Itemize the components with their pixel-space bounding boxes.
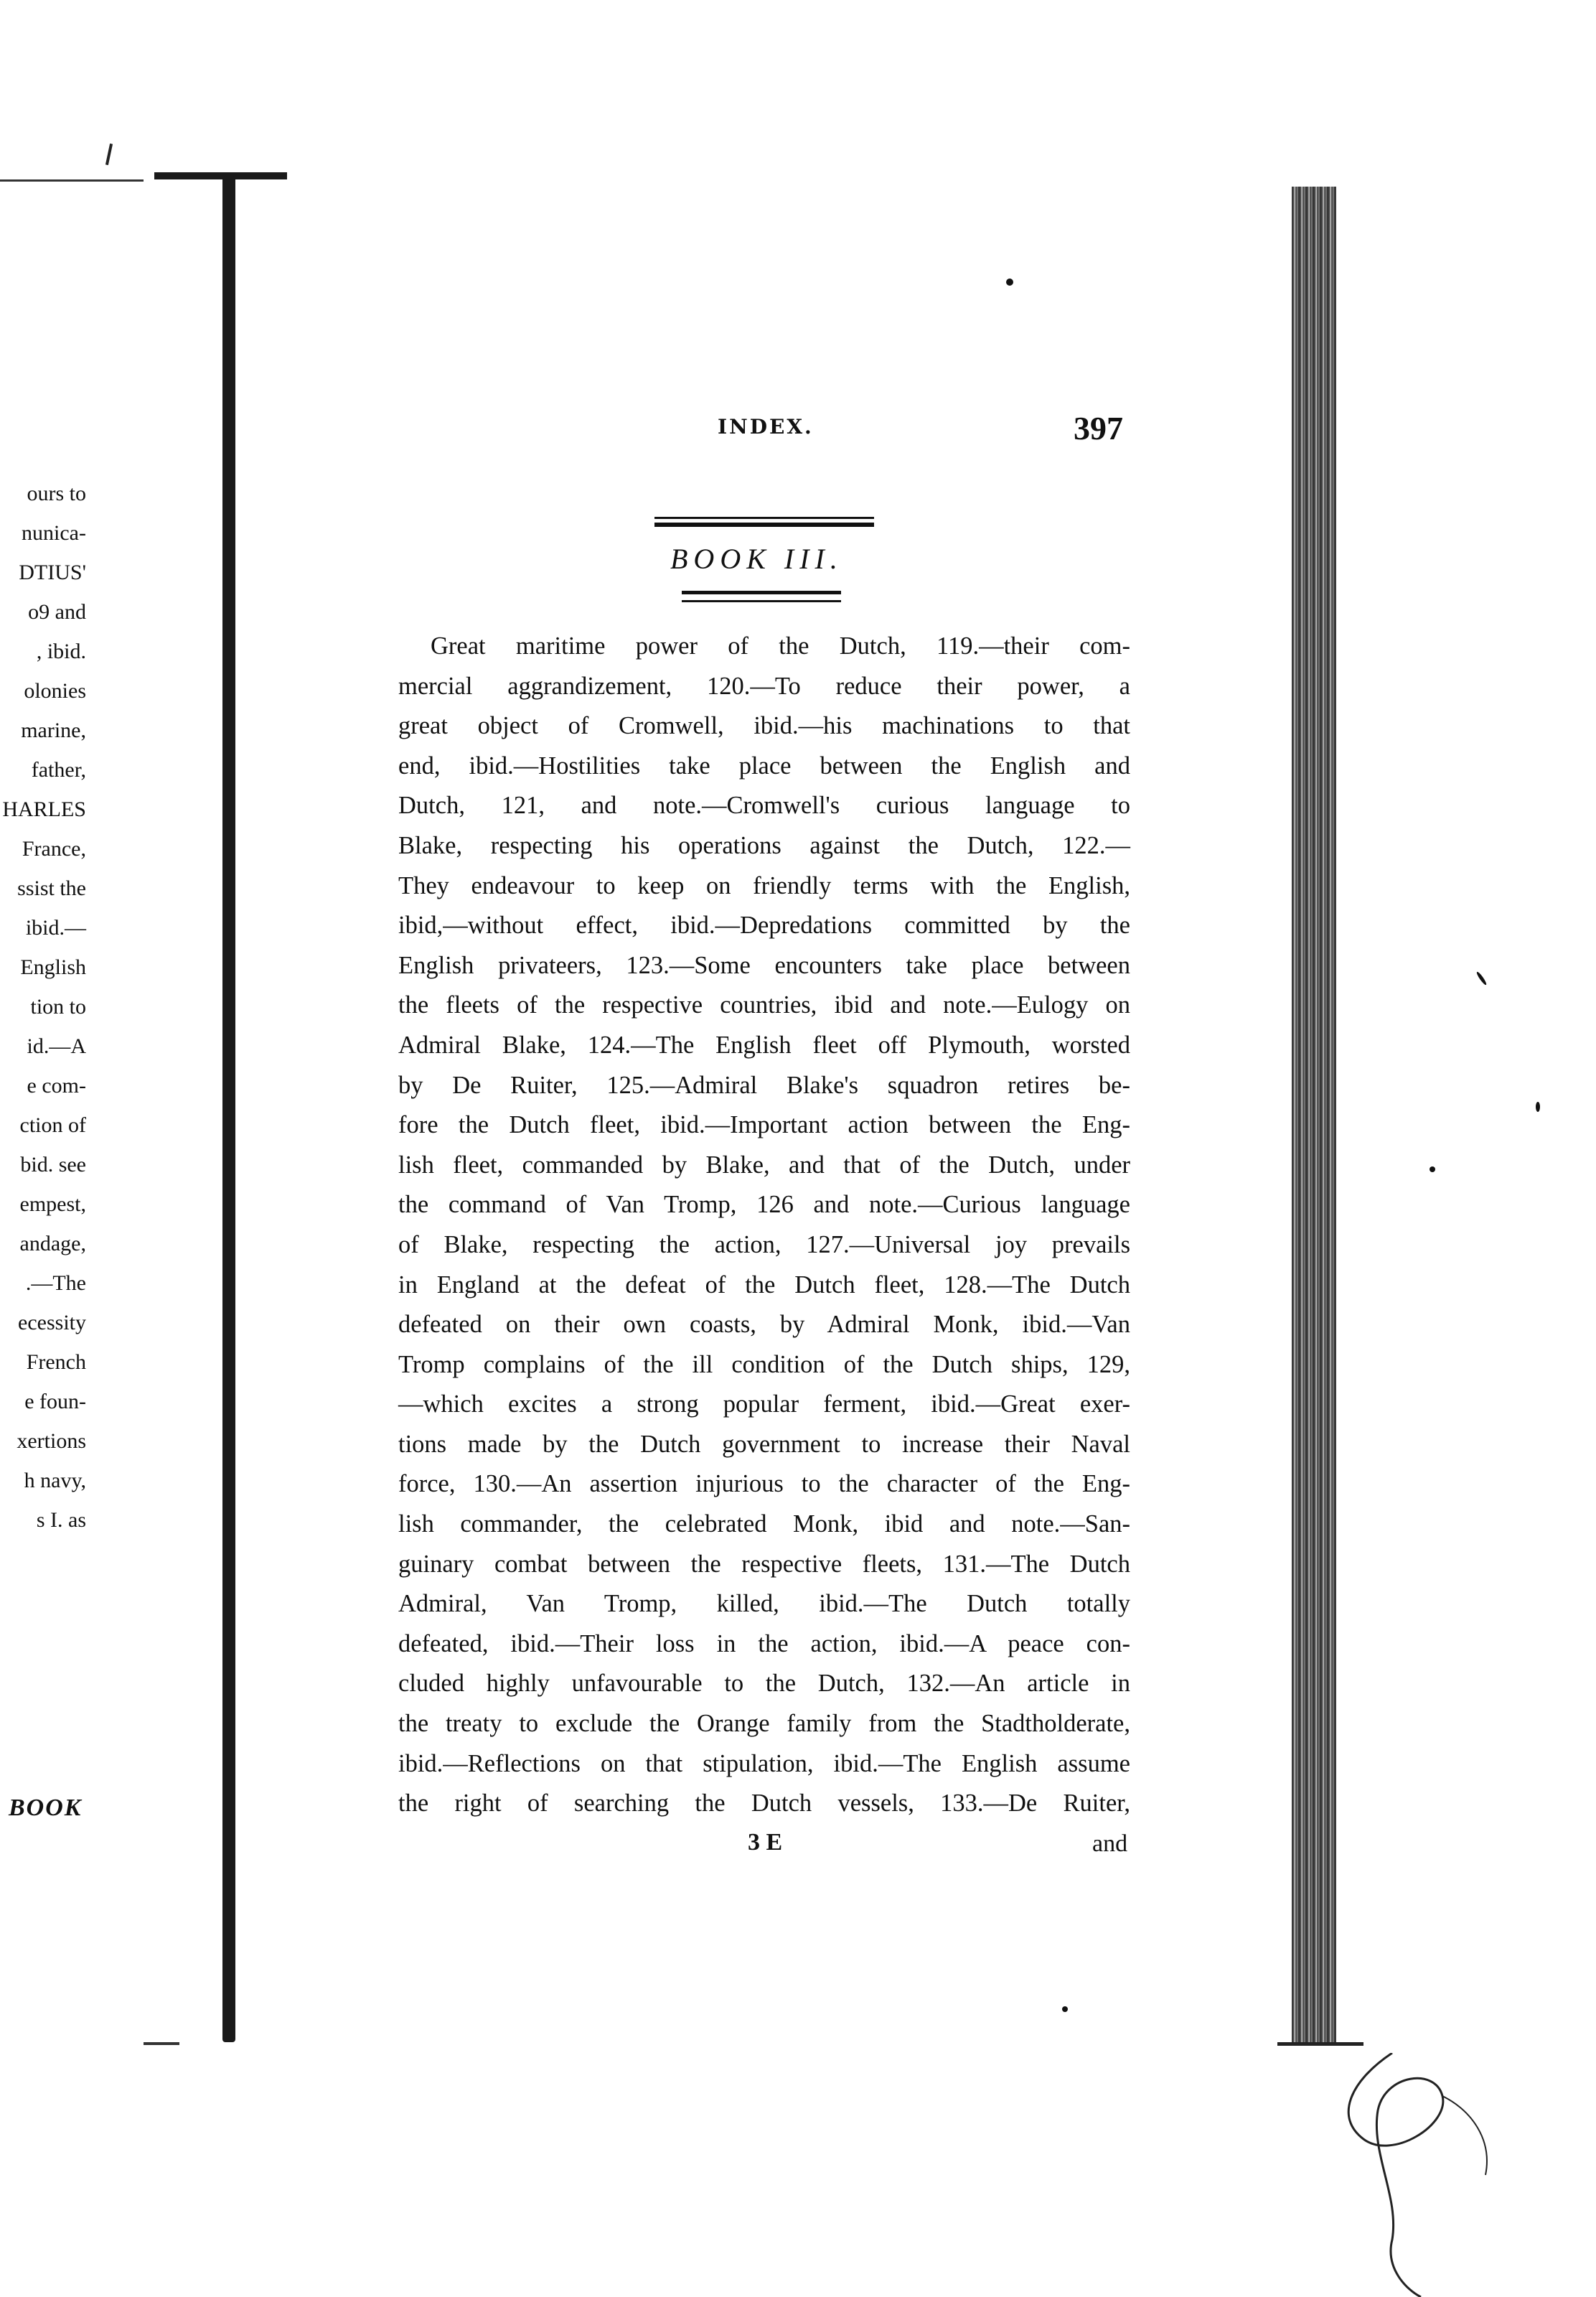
ink-speck — [1475, 971, 1488, 986]
left-fragment-line: xertions — [17, 1429, 86, 1453]
left-fragment-line: ibid.— — [25, 916, 86, 940]
left-fragment-line: marine, — [21, 719, 86, 742]
left-fragment-line: HARLES — [2, 797, 86, 821]
left-fragment-line: s I. as — [36, 1508, 86, 1532]
binding-foot — [144, 2042, 179, 2045]
left-fragment-line: e foun- — [24, 1390, 86, 1413]
index-body — [398, 627, 1130, 1824]
index-line: ibid,—without effect, ibid.—Depredations committed by the — [398, 912, 1130, 940]
left-fragment-line: English — [20, 955, 86, 979]
index-line: force, 130.—An assertion injurious to the character of the Eng- — [398, 1470, 1130, 1498]
left-page-catchword: BOOK — [9, 1795, 83, 1821]
index-line: Blake, respecting his operations against the Dutch, 122.— — [398, 831, 1130, 859]
index-line: end, ibid.—Hostilities take place between the English and — [398, 752, 1130, 780]
ink-speck — [1006, 279, 1013, 286]
left-fragment-line: olonies — [24, 679, 86, 703]
left-fragment-line: o9 and — [28, 600, 86, 624]
signature-mark: 3 E — [748, 1829, 783, 1856]
index-line: lish fleet, commanded by Blake, and that of the Dutch, under — [398, 1151, 1130, 1179]
index-line: tions made by the Dutch government to increase their Naval — [398, 1430, 1130, 1458]
index-line: Great maritime power of the Dutch, 119.—their com- — [431, 632, 1130, 660]
index-line: in England at the defeat of the Dutch fleet, 128.—The Dutch — [398, 1271, 1130, 1299]
left-fragment-line: France, — [22, 837, 86, 861]
left-fragment-line: .—The — [25, 1271, 86, 1295]
left-fragment-line: e com- — [27, 1074, 86, 1098]
page-number: 397 — [1074, 410, 1123, 446]
index-line: Admiral Blake, 124.—The English fleet off Plymouth, worsted — [398, 1031, 1130, 1059]
left-fragment-line: id.—A — [27, 1034, 86, 1058]
index-line: lish commander, the celebrated Monk, ibid and note.—San- — [398, 1510, 1130, 1538]
index-line: the treaty to exclude the Orange family from the Stadtholderate, — [398, 1710, 1130, 1738]
left-fragment-line: andage, — [19, 1232, 86, 1255]
left-fragment-line: h navy, — [24, 1469, 86, 1492]
left-fragment-line: French — [26, 1350, 86, 1374]
index-line: English privateers, 123.—Some encounters take place between — [398, 951, 1130, 979]
left-fragment-line: ours to — [27, 482, 86, 505]
running-head: INDEX. — [718, 415, 814, 439]
left-fragment-line: ction of — [19, 1113, 86, 1137]
left-fragment-line: ssist the — [17, 876, 86, 900]
left-fragment-line: empest, — [19, 1192, 86, 1216]
index-line: ibid.—Reflections on that stipulation, ibid.—The English assume — [398, 1749, 1130, 1777]
index-line: the command of Van Tromp, 126 and note.—Curious language — [398, 1191, 1130, 1219]
left-fragment-line: nunica- — [22, 521, 86, 545]
catchword: and — [1092, 1830, 1128, 1857]
index-line: great object of Cromwell, ibid.—his machinations to that — [398, 712, 1130, 740]
index-line: defeated, ibid.—Their loss in the action, ibid.—A peace con- — [398, 1629, 1130, 1657]
ink-speck — [1062, 2006, 1068, 2012]
page-bottom-edge — [1277, 2042, 1363, 2046]
heading-rule-top — [654, 517, 874, 527]
left-fragment-line: father, — [31, 758, 86, 782]
index-line: Dutch, 121, and note.—Cromwell's curious language to — [398, 792, 1130, 820]
index-line: the right of searching the Dutch vessels, 133.—De Ruiter, — [398, 1790, 1130, 1818]
left-page-rule — [0, 179, 144, 182]
index-line: of Blake, respecting the action, 127.—Universal joy prevails — [398, 1230, 1130, 1258]
ink-speck — [1536, 1102, 1540, 1112]
index-line: mercial aggrandizement, 120.—To reduce their power, a — [398, 672, 1130, 700]
index-line: Admiral, Van Tromp, killed, ibid.—The Dutch totally — [398, 1590, 1130, 1618]
index-line: fore the Dutch fleet, ibid.—Important action between the Eng- — [398, 1111, 1130, 1139]
index-line: —which excites a strong popular ferment, ibid.—Great exer- — [398, 1390, 1130, 1418]
binding-bar-top — [154, 172, 287, 179]
left-fragment-line: bid. see — [20, 1153, 86, 1176]
heading-rule-bottom — [682, 591, 841, 602]
page-edge — [1292, 187, 1336, 2046]
left-fragment-line: DTIUS' — [19, 561, 86, 584]
index-line: They endeavour to keep on friendly terms with the English, — [398, 871, 1130, 899]
index-line: cluded highly unfavourable to the Dutch, 132.—An article in — [398, 1670, 1130, 1698]
index-line: by De Ruiter, 125.—Admiral Blake's squadron retires be- — [398, 1071, 1130, 1099]
index-line: the fleets of the respective countries, ibid and note.—Eulogy on — [398, 991, 1130, 1019]
left-fragment-line: ecessity — [18, 1311, 86, 1334]
left-fragment-line: , ibid. — [36, 640, 86, 663]
ink-mark — [105, 144, 113, 165]
stray-thread — [1306, 2053, 1593, 2297]
index-line: guinary combat between the respective fleets, 131.—The Dutch — [398, 1550, 1130, 1578]
section-heading: BOOK III. — [670, 543, 843, 575]
left-fragment-line: tion to — [30, 995, 86, 1019]
index-line: Tromp complains of the ill condition of the Dutch ships, 129, — [398, 1350, 1130, 1378]
left-page-fragment — [0, 474, 86, 1540]
ink-speck — [1430, 1166, 1435, 1172]
index-line: defeated on their own coasts, by Admiral Monk, ibid.—Van — [398, 1311, 1130, 1339]
binding-bar — [222, 176, 235, 2042]
